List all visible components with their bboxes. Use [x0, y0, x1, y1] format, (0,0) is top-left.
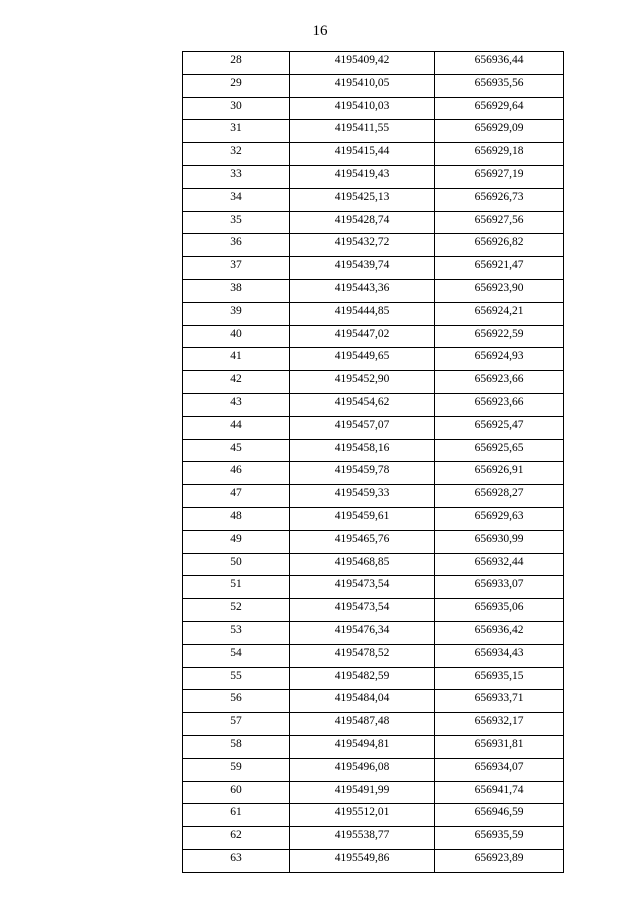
table-row	[183, 302, 564, 325]
y-coordinate-cell: 656928,27	[435, 485, 564, 508]
y-coordinate-cell: 656934,07	[435, 758, 564, 781]
y-coordinate-cell: 656936,42	[435, 621, 564, 644]
point-number-cell: 33	[183, 165, 290, 188]
x-coordinate-cell: 4195432,72	[290, 234, 435, 257]
y-coordinate-cell: 656929,18	[435, 143, 564, 166]
y-coordinate-cell: 656946,59	[435, 804, 564, 827]
point-number-cell: 52	[183, 599, 290, 622]
table-row	[183, 530, 564, 553]
y-coordinate-cell: 656924,21	[435, 302, 564, 325]
x-coordinate-cell: 4195468,85	[290, 553, 435, 576]
table-row	[183, 325, 564, 348]
table-row	[183, 507, 564, 530]
y-coordinate-cell: 656926,73	[435, 188, 564, 211]
x-coordinate-cell: 4195465,76	[290, 530, 435, 553]
y-coordinate-cell: 656929,63	[435, 507, 564, 530]
point-number-cell: 53	[183, 621, 290, 644]
table-row	[183, 781, 564, 804]
table-row	[183, 462, 564, 485]
y-coordinate-cell: 656924,93	[435, 348, 564, 371]
y-coordinate-cell: 656935,56	[435, 74, 564, 97]
table-row	[183, 667, 564, 690]
x-coordinate-cell: 4195484,04	[290, 690, 435, 713]
point-number-cell: 44	[183, 416, 290, 439]
page-number: 16	[312, 23, 328, 39]
table-row	[183, 553, 564, 576]
coordinates-table	[182, 51, 564, 873]
y-coordinate-cell: 656926,82	[435, 234, 564, 257]
x-coordinate-cell: 4195415,44	[290, 143, 435, 166]
table-row	[183, 735, 564, 758]
point-number-cell: 59	[183, 758, 290, 781]
table-row	[183, 393, 564, 416]
point-number-cell: 63	[183, 849, 290, 872]
y-coordinate-cell: 656929,64	[435, 97, 564, 120]
point-number-cell: 45	[183, 439, 290, 462]
y-coordinate-cell: 656925,47	[435, 416, 564, 439]
point-number-cell: 50	[183, 553, 290, 576]
x-coordinate-cell: 4195458,16	[290, 439, 435, 462]
y-coordinate-cell: 656935,15	[435, 667, 564, 690]
point-number-cell: 61	[183, 804, 290, 827]
point-number-cell: 47	[183, 485, 290, 508]
point-number-cell: 55	[183, 667, 290, 690]
table-row	[183, 234, 564, 257]
table-row	[183, 120, 564, 143]
y-coordinate-cell: 656930,99	[435, 530, 564, 553]
x-coordinate-cell: 4195491,99	[290, 781, 435, 804]
point-number-cell: 57	[183, 713, 290, 736]
table-row	[183, 690, 564, 713]
x-coordinate-cell: 4195444,85	[290, 302, 435, 325]
table-row	[183, 599, 564, 622]
y-coordinate-cell: 656923,90	[435, 279, 564, 302]
y-coordinate-cell: 656935,59	[435, 827, 564, 850]
table-row	[183, 165, 564, 188]
point-number-cell: 28	[183, 52, 290, 75]
coordinates-table-body	[183, 52, 564, 873]
y-coordinate-cell: 656931,81	[435, 735, 564, 758]
table-row	[183, 211, 564, 234]
point-number-cell: 60	[183, 781, 290, 804]
x-coordinate-cell: 4195459,33	[290, 485, 435, 508]
x-coordinate-cell: 4195476,34	[290, 621, 435, 644]
point-number-cell: 49	[183, 530, 290, 553]
x-coordinate-cell: 4195487,48	[290, 713, 435, 736]
table-row	[183, 576, 564, 599]
x-coordinate-cell: 4195473,54	[290, 599, 435, 622]
point-number-cell: 40	[183, 325, 290, 348]
y-coordinate-cell: 656935,06	[435, 599, 564, 622]
point-number-cell: 58	[183, 735, 290, 758]
x-coordinate-cell: 4195494,81	[290, 735, 435, 758]
y-coordinate-cell: 656927,19	[435, 165, 564, 188]
y-coordinate-cell: 656932,17	[435, 713, 564, 736]
table-row	[183, 143, 564, 166]
table-row	[183, 97, 564, 120]
x-coordinate-cell: 4195496,08	[290, 758, 435, 781]
point-number-cell: 46	[183, 462, 290, 485]
table-row	[183, 485, 564, 508]
y-coordinate-cell: 656927,56	[435, 211, 564, 234]
point-number-cell: 36	[183, 234, 290, 257]
x-coordinate-cell: 4195459,61	[290, 507, 435, 530]
x-coordinate-cell: 4195439,74	[290, 257, 435, 280]
x-coordinate-cell: 4195425,13	[290, 188, 435, 211]
x-coordinate-cell: 4195419,43	[290, 165, 435, 188]
x-coordinate-cell: 4195478,52	[290, 644, 435, 667]
point-number-cell: 38	[183, 279, 290, 302]
x-coordinate-cell: 4195428,74	[290, 211, 435, 234]
y-coordinate-cell: 656932,44	[435, 553, 564, 576]
table-row	[183, 74, 564, 97]
point-number-cell: 43	[183, 393, 290, 416]
y-coordinate-cell: 656929,09	[435, 120, 564, 143]
point-number-cell: 51	[183, 576, 290, 599]
table-row	[183, 849, 564, 872]
x-coordinate-cell: 4195447,02	[290, 325, 435, 348]
y-coordinate-cell: 656922,59	[435, 325, 564, 348]
x-coordinate-cell: 4195549,86	[290, 849, 435, 872]
table-row	[183, 713, 564, 736]
point-number-cell: 30	[183, 97, 290, 120]
table-row	[183, 52, 564, 75]
point-number-cell: 48	[183, 507, 290, 530]
table-row	[183, 758, 564, 781]
y-coordinate-cell: 656933,71	[435, 690, 564, 713]
y-coordinate-cell: 656923,89	[435, 849, 564, 872]
table-row	[183, 257, 564, 280]
x-coordinate-cell: 4195482,59	[290, 667, 435, 690]
x-coordinate-cell: 4195512,01	[290, 804, 435, 827]
table-row	[183, 188, 564, 211]
point-number-cell: 42	[183, 371, 290, 394]
y-coordinate-cell: 656923,66	[435, 371, 564, 394]
table-row	[183, 644, 564, 667]
x-coordinate-cell: 4195457,07	[290, 416, 435, 439]
y-coordinate-cell: 656925,65	[435, 439, 564, 462]
point-number-cell: 39	[183, 302, 290, 325]
x-coordinate-cell: 4195443,36	[290, 279, 435, 302]
x-coordinate-cell: 4195410,03	[290, 97, 435, 120]
point-number-cell: 41	[183, 348, 290, 371]
table-row	[183, 439, 564, 462]
y-coordinate-cell: 656923,66	[435, 393, 564, 416]
y-coordinate-cell: 656936,44	[435, 52, 564, 75]
table-row	[183, 804, 564, 827]
table-row	[183, 621, 564, 644]
table-row	[183, 371, 564, 394]
x-coordinate-cell: 4195409,42	[290, 52, 435, 75]
point-number-cell: 37	[183, 257, 290, 280]
x-coordinate-cell: 4195473,54	[290, 576, 435, 599]
point-number-cell: 54	[183, 644, 290, 667]
x-coordinate-cell: 4195538,77	[290, 827, 435, 850]
y-coordinate-cell: 656921,47	[435, 257, 564, 280]
point-number-cell: 35	[183, 211, 290, 234]
y-coordinate-cell: 656934,43	[435, 644, 564, 667]
y-coordinate-cell: 656933,07	[435, 576, 564, 599]
x-coordinate-cell: 4195411,55	[290, 120, 435, 143]
point-number-cell: 34	[183, 188, 290, 211]
point-number-cell: 56	[183, 690, 290, 713]
y-coordinate-cell: 656941,74	[435, 781, 564, 804]
table-row	[183, 827, 564, 850]
x-coordinate-cell: 4195410,05	[290, 74, 435, 97]
x-coordinate-cell: 4195449,65	[290, 348, 435, 371]
x-coordinate-cell: 4195452,90	[290, 371, 435, 394]
x-coordinate-cell: 4195459,78	[290, 462, 435, 485]
y-coordinate-cell: 656926,91	[435, 462, 564, 485]
table-row	[183, 279, 564, 302]
point-number-cell: 62	[183, 827, 290, 850]
point-number-cell: 31	[183, 120, 290, 143]
point-number-cell: 29	[183, 74, 290, 97]
table-row	[183, 416, 564, 439]
point-number-cell: 32	[183, 143, 290, 166]
x-coordinate-cell: 4195454,62	[290, 393, 435, 416]
table-row	[183, 348, 564, 371]
